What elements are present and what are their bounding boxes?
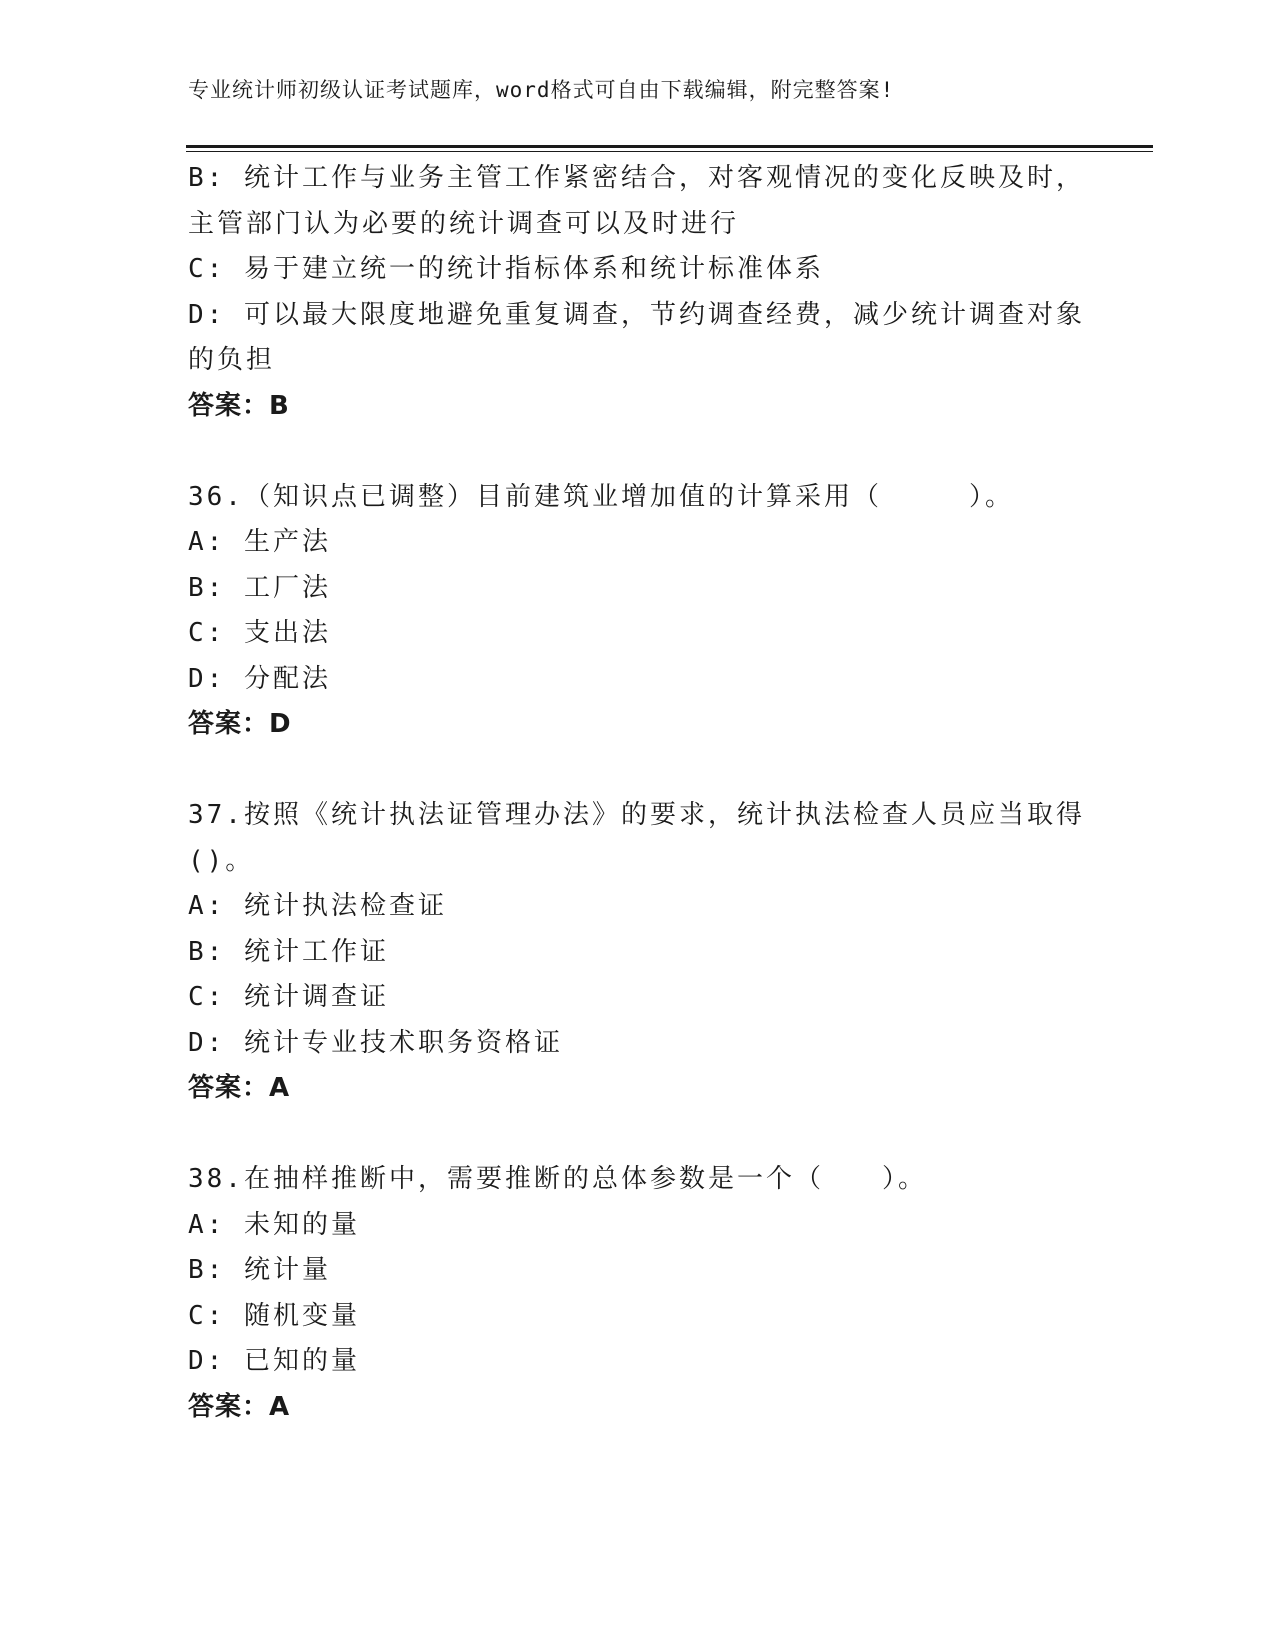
- q37-option-c: C: 统计调查证: [188, 982, 389, 1012]
- question-36: [188, 475, 1088, 748]
- q37-option-d: D: 统计专业技术职务资格证: [188, 1027, 563, 1058]
- q36-answer: 答案：D: [188, 709, 292, 739]
- q36-option-b: B: 工厂法: [188, 572, 331, 603]
- q38-option-c: C: 随机变量: [188, 1300, 360, 1331]
- q37-option-b: B: 统计工作证: [188, 936, 389, 967]
- q38-stem: 38.在抽样推断中，需要推断的总体参数是一个（ ）。: [188, 1164, 927, 1194]
- q37-option-a: A: 统计执法检查证: [188, 891, 447, 921]
- q36-option-a: A: 生产法: [188, 527, 331, 557]
- page-header: 专业统计师初级认证考试题库，word格式可自由下载编辑，附完整答案!: [188, 78, 895, 102]
- question-35-tail: [188, 156, 1088, 429]
- q36-option-c: C: 支出法: [188, 618, 331, 648]
- q35-option-d-line2: 的负担: [188, 345, 276, 375]
- q38-answer: 答案：A: [188, 1391, 291, 1422]
- q36-stem: 36.（知识点已调整）目前建筑业增加值的计算采用（ ）。: [188, 481, 1014, 512]
- header-divider-thick: [186, 145, 1153, 148]
- q37-stem-line2: ()。: [188, 845, 255, 876]
- document-body: [188, 156, 1088, 1430]
- q35-option-d-line1: D: 可以最大限度地避免重复调查，节约调查经费，减少统计调查对象: [188, 299, 1085, 330]
- q38-option-a: A: 未知的量: [188, 1209, 360, 1240]
- header-divider-thin: [186, 151, 1153, 152]
- q38-option-b: B: 统计量: [188, 1255, 331, 1285]
- spacer: [188, 1112, 1088, 1158]
- q35-option-b-line1: B: 统计工作与业务主管工作紧密结合，对客观情况的变化反映及时，: [188, 163, 1085, 193]
- q35-option-c: C: 易于建立统一的统计指标体系和统计标准体系: [188, 254, 824, 284]
- question-38: [188, 1157, 1088, 1430]
- q36-option-d: D: 分配法: [188, 663, 331, 694]
- q35-option-b-line2: 主管部门认为必要的统计调查可以及时进行: [188, 208, 740, 239]
- question-37: [188, 793, 1088, 1112]
- q37-stem-line1: 37.按照《统计执法证管理办法》的要求，统计执法检查人员应当取得: [188, 800, 1085, 830]
- q38-option-d: D: 已知的量: [188, 1346, 360, 1376]
- q35-answer: 答案：B: [188, 390, 290, 421]
- spacer: [188, 429, 1088, 475]
- spacer: [188, 748, 1088, 794]
- q37-answer: 答案：A: [188, 1073, 291, 1103]
